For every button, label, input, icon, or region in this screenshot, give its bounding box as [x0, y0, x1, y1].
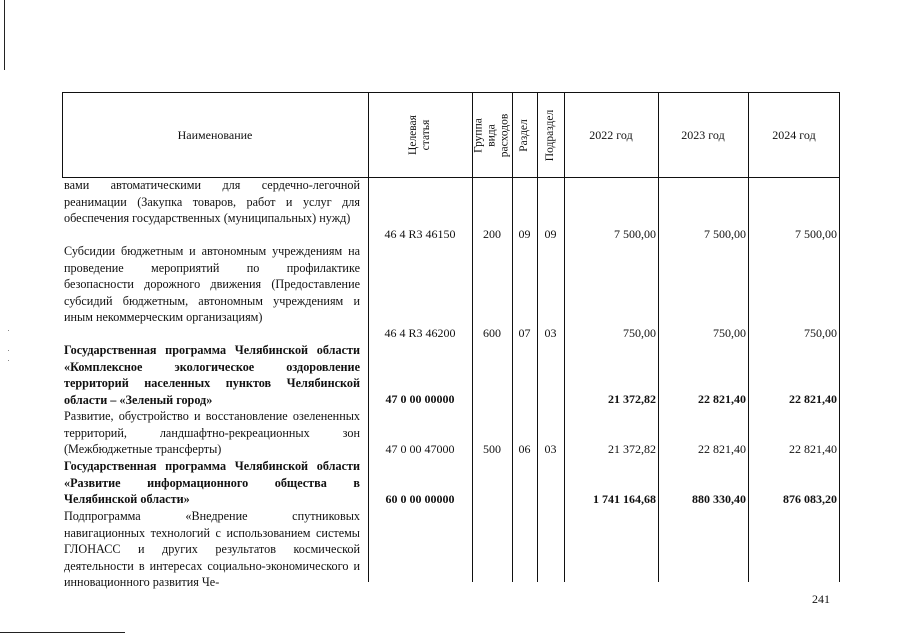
row-subsection: 09: [544, 227, 557, 241]
row-2024: 750,00: [804, 326, 837, 340]
scan-speck: [8, 360, 9, 361]
row-2024: 7 500,00: [795, 227, 837, 241]
row-section: 07: [518, 326, 531, 340]
table-header: [62, 92, 840, 178]
row-code: 60 0 00 00000: [385, 492, 455, 506]
row-name: Субсидии бюджетным и автономным учреждениям на проведение мероприятий по профилактике безопасности дорожного движения (Предоставление субсидий бюджетным, автономным учреждениям и иным некоммерческим организациям): [64, 244, 360, 324]
row-group: 500: [483, 442, 501, 456]
row-name: Подпрограмма «Внедрение спутниковых навигационных технологий с использованием системы ГЛОНАСС и других результатов космической деятельности в интересах социально-экономического и инновационного развития Че-: [64, 509, 360, 589]
header-2022: 2022 год: [589, 127, 633, 142]
scan-bottom-line: [0, 632, 125, 633]
row-2023: 7 500,00: [704, 227, 746, 241]
row-2022: 7 500,00: [614, 227, 656, 241]
row-code: 47 0 00 47000: [385, 442, 455, 456]
scan-edge-line: [4, 0, 5, 70]
scan-speck: [8, 330, 9, 331]
row-2022: 750,00: [623, 326, 656, 340]
row-2022: 21 372,82: [608, 442, 656, 456]
row-section: 09: [518, 227, 531, 241]
header-name: Наименование: [177, 127, 253, 142]
row-subsection: 03: [544, 442, 557, 456]
row-2024: 22 821,40: [789, 442, 837, 456]
page-number: 241: [812, 592, 830, 606]
row-code: 46 4 R3 46200: [384, 326, 456, 340]
header-section: Раздел: [518, 118, 530, 152]
row-group: 200: [483, 227, 501, 241]
row-name: Государственная программа Челябинской области «Комплексное экологическое оздоровление территорий населенных пунктов Челябинской области – «Зеленый город»: [64, 343, 360, 407]
header-2023: 2023 год: [681, 127, 725, 142]
row-2024: 22 821,40: [789, 392, 837, 406]
row-2023: 22 821,40: [698, 392, 746, 406]
header-subsection: Подраздел: [544, 109, 556, 161]
row-2024: 876 083,20: [783, 492, 837, 506]
row-code: 47 0 00 00000: [385, 392, 455, 406]
row-group: 600: [483, 326, 501, 340]
row-2023: 750,00: [713, 326, 746, 340]
table-body: [62, 177, 840, 589]
header-expense-group: Группа вида расходов: [472, 113, 511, 157]
row-name: вами автоматическими для сердечно-легочной реанимации (Закупка товаров, работ и услуг для обеспечения государственных (муниципальных) нужд): [64, 178, 360, 225]
row-2023: 880 330,40: [692, 492, 746, 506]
scan-speck: [8, 350, 9, 351]
grid-line: [62, 92, 63, 177]
row-name: Развитие, обустройство и восстановление озелененных территорий, ландшафтно-рекреационных зон (Межбюджетные трансферты): [64, 409, 360, 456]
row-section: 06: [518, 442, 531, 456]
header-target-article: Целевая статья: [407, 115, 432, 155]
row-name: Государственная программа Челябинской области «Развитие информационного общества в Челябинской области»: [64, 459, 360, 506]
row-subsection: 03: [544, 326, 557, 340]
header-2024: 2024 год: [772, 127, 816, 142]
row-2022: 1 741 164,68: [593, 492, 656, 506]
row-2023: 22 821,40: [698, 442, 746, 456]
row-2022: 21 372,82: [608, 392, 656, 406]
row-code: 46 4 R3 46150: [384, 227, 456, 241]
